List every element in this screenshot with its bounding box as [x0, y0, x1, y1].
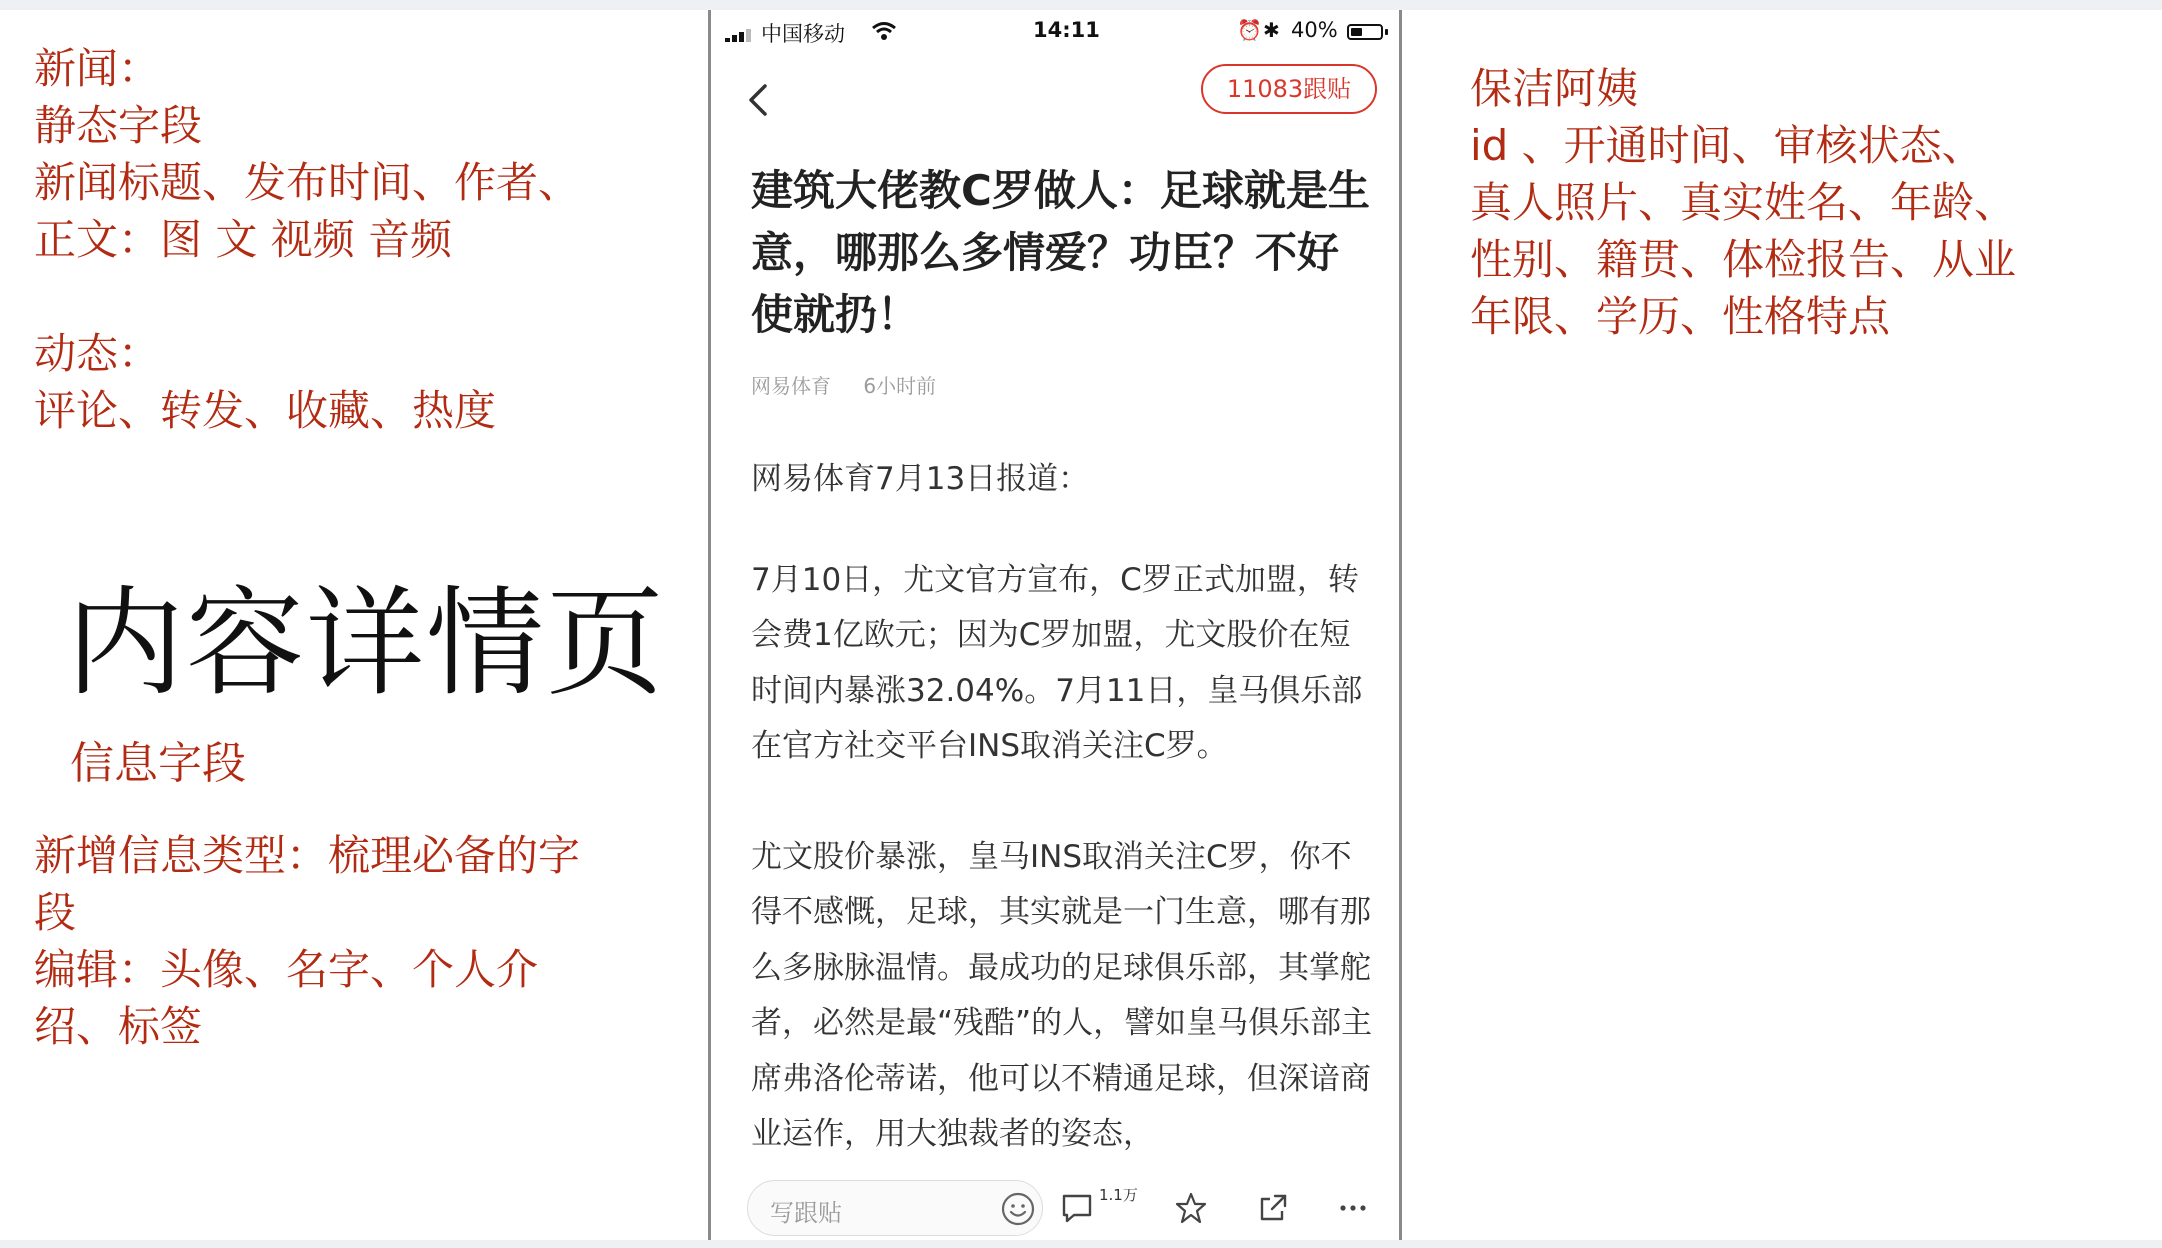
back-chevron-icon[interactable]: [741, 78, 781, 122]
comments-count-button[interactable]: 11083跟贴: [1201, 64, 1377, 114]
signal-icon: [725, 28, 755, 42]
more-icon[interactable]: [1335, 1190, 1371, 1226]
top-border: [0, 0, 2162, 10]
bluetooth-icon: ✱: [1263, 18, 1280, 42]
note-line: 段: [34, 888, 77, 937]
note-line: id 、开通时间、审核状态、: [1470, 121, 1984, 170]
share-icon[interactable]: [1255, 1190, 1291, 1226]
note-line: 动态：: [34, 329, 161, 378]
note-line: 评论、转发、收藏、热度: [34, 386, 497, 435]
bottom-toolbar: [711, 1170, 1399, 1240]
article-title: 建筑大佬教C罗做人：足球就是生意，哪那么多情爱？功臣？不好使就扔！: [751, 166, 1370, 339]
bottom-border: [0, 1240, 2162, 1248]
star-icon[interactable]: [1173, 1190, 1209, 1226]
right-notes: [1470, 60, 2130, 345]
note-line: 正文：图 文 视频 音频: [34, 215, 453, 264]
comment-placeholder: 写跟贴: [770, 1199, 842, 1227]
note-line: 性别、籍贯、体检报告、从业: [1470, 235, 2017, 284]
note-line: 新增信息类型：梳理必备的字: [34, 831, 581, 880]
info-field-label: 信息字段: [70, 738, 246, 789]
status-time: 14:11: [1033, 18, 1100, 42]
battery-icon: [1347, 24, 1383, 40]
note-line: 新闻标题、发布时间、作者、: [34, 158, 581, 207]
comment-icon[interactable]: [1059, 1190, 1095, 1226]
emoji-icon[interactable]: [1000, 1191, 1036, 1227]
status-bar: [711, 10, 1399, 52]
note-line: 编辑：头像、名字、个人介: [34, 945, 539, 994]
article-body: [751, 452, 1377, 1163]
comment-count: 1.1万: [1099, 1186, 1138, 1204]
note-line: 年限、学历、性格特点: [1470, 292, 1891, 341]
alarm-icon: ⏰: [1237, 18, 1262, 42]
note-line: 静态字段: [34, 101, 203, 150]
note-line: 真人照片、真实姓名、年龄、: [1470, 178, 2017, 227]
carrier-name: 中国移动: [761, 22, 845, 46]
note-line: 新闻：: [34, 44, 161, 93]
page-title: 内容详情页: [66, 574, 667, 712]
article-lead: 网易体育7月13日报道：: [751, 461, 1090, 497]
comment-input[interactable]: [747, 1180, 1043, 1236]
battery-tip: [1385, 29, 1388, 35]
article-paragraph: 7月10日，尤文官方宣布，C罗正式加盟，转会费1亿欧元；因为C罗加盟，尤文股价在短时间内暴涨32.04%。7月11日，皇马俱乐部在官方社交平台INS取消关注C罗。: [751, 561, 1363, 764]
wifi-icon: [871, 20, 897, 42]
left-notes-top: [34, 40, 694, 439]
note-line: 绍、标签: [34, 1002, 203, 1051]
article-meta: [751, 370, 936, 399]
battery-percent: 40%: [1291, 18, 1338, 42]
left-notes-bottom: [34, 827, 674, 1055]
article-paragraph: 尤文股价暴涨，皇马INS取消关注C罗，你不得不感慨，足球，其实就是一门生意，哪有那么多脉脉温情。最成功的足球俱乐部，其掌舵者，必然是最“残酷”的人，譬如皇马俱乐部主席弗洛伦蒂诺，他可以不精通足球，但深谙商业运作，用大独裁者的姿态，: [751, 838, 1373, 1152]
phone-screenshot: [708, 10, 1402, 1240]
note-line: 保洁阿姨: [1470, 64, 1639, 113]
article-time: 6小时前: [863, 374, 937, 398]
article-source: 网易体育: [751, 374, 831, 398]
